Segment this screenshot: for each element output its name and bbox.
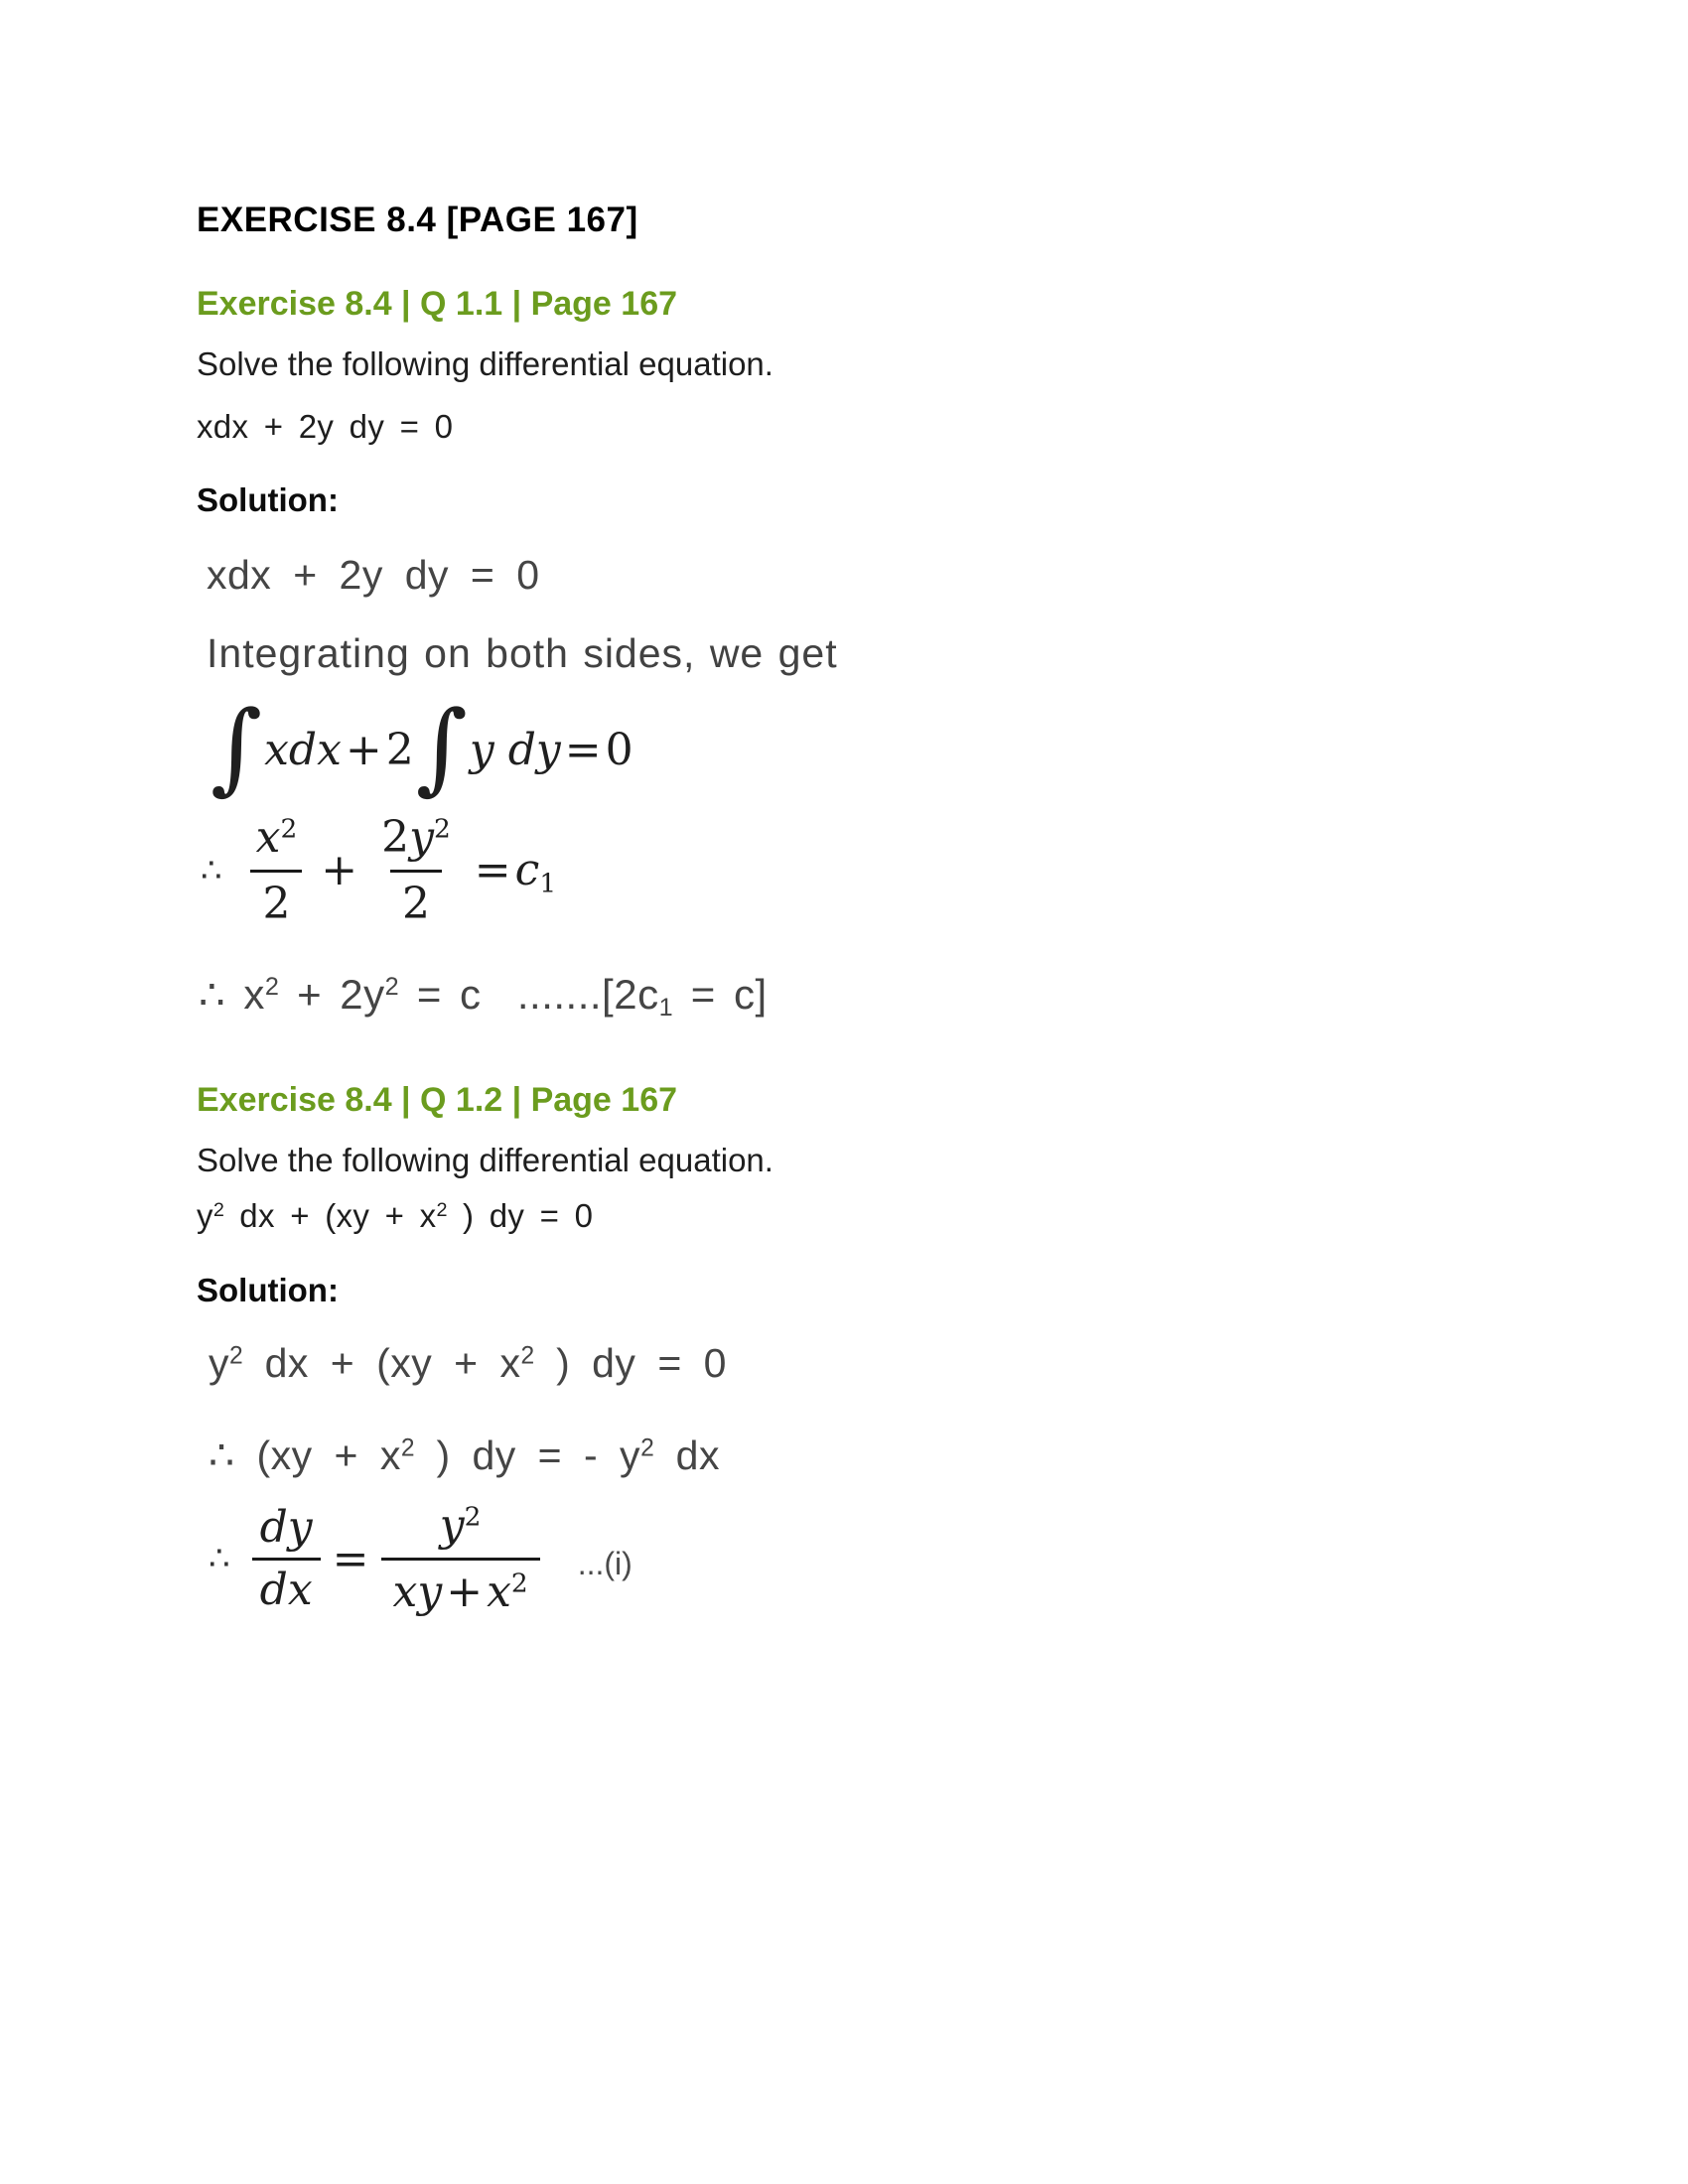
numerator: dy bbox=[259, 1502, 313, 1554]
superscript: 2 bbox=[229, 1342, 243, 1370]
math-term: xy bbox=[392, 1567, 443, 1618]
subscript: 1 bbox=[539, 868, 557, 899]
math-term: x bbox=[487, 1567, 511, 1618]
denominator: 2 bbox=[250, 870, 302, 926]
superscript: 2 bbox=[436, 1198, 448, 1221]
equation-number-label: ...(i) bbox=[577, 1546, 633, 1582]
question-1-2-equation bbox=[197, 1195, 1628, 1236]
fraction bbox=[369, 811, 463, 929]
math-text: y bbox=[209, 1339, 229, 1386]
equals-operator: = bbox=[474, 845, 511, 896]
math-term: y dy bbox=[469, 725, 561, 776]
math-term: y bbox=[409, 811, 434, 863]
solution-step-rearranged-equation bbox=[209, 1432, 1628, 1480]
superscript: 2 bbox=[510, 1568, 528, 1599]
math-term: xdx bbox=[264, 725, 342, 776]
math-text: ∴ (xy + x bbox=[209, 1433, 401, 1479]
solution-step-restate-equation bbox=[209, 1339, 1628, 1388]
superscript: 2 bbox=[400, 1434, 415, 1462]
math-text: y bbox=[197, 1196, 213, 1234]
superscript: 2 bbox=[384, 973, 399, 1002]
question-1-1-equation: xdx + 2y dy = 0 bbox=[197, 408, 454, 446]
fraction-equation bbox=[201, 811, 1628, 929]
integral-symbol: ∫ bbox=[211, 688, 263, 805]
superscript: 2 bbox=[212, 1198, 224, 1221]
math-text: ∴ x bbox=[199, 970, 265, 1018]
math-text: = c] bbox=[672, 970, 768, 1018]
integral-equation bbox=[209, 688, 1628, 805]
result-equation bbox=[199, 970, 1628, 1023]
superscript: 2 bbox=[264, 973, 279, 1002]
therefore-symbol: ∴ bbox=[209, 1539, 230, 1579]
math-term: x bbox=[255, 811, 281, 863]
solution-step-note: Integrating on both sides, we get bbox=[207, 629, 838, 676]
math-text: dx + (xy + x bbox=[223, 1196, 437, 1234]
superscript: 2 bbox=[280, 813, 298, 845]
denominator: 2 bbox=[390, 870, 442, 926]
question-1-1-section bbox=[197, 285, 1628, 1023]
math-coefficient: 2 bbox=[385, 725, 414, 776]
question-1-1-heading: Exercise 8.4 | Q 1.1 | Page 167 bbox=[197, 285, 678, 323]
numerator bbox=[244, 811, 310, 870]
superscript: 2 bbox=[434, 813, 451, 845]
fraction bbox=[252, 1502, 321, 1616]
math-term: 0 bbox=[605, 725, 633, 776]
fraction bbox=[381, 1500, 540, 1618]
plus-operator: + bbox=[446, 1567, 484, 1618]
superscript: 2 bbox=[640, 1434, 654, 1462]
equals-operator: = bbox=[564, 725, 602, 776]
plus-operator: + bbox=[321, 845, 358, 896]
math-text: xdx + 2y dy = 0 bbox=[207, 551, 540, 598]
plus-operator: + bbox=[345, 725, 382, 776]
math-text: ) dy = 0 bbox=[534, 1339, 727, 1386]
math-text: dx + (xy + x bbox=[242, 1339, 521, 1386]
integral-symbol: ∫ bbox=[415, 688, 468, 805]
page-title: EXERCISE 8.4 [PAGE 167] bbox=[197, 201, 638, 239]
question-1-2-section bbox=[197, 1081, 1628, 1618]
math-term: y bbox=[439, 1500, 465, 1552]
math-term: c bbox=[514, 845, 540, 896]
math-text: ) dy = 0 bbox=[447, 1196, 594, 1234]
superscript: 2 bbox=[464, 1501, 482, 1533]
subscript: 1 bbox=[658, 994, 673, 1023]
derivative-equation bbox=[209, 1500, 1628, 1618]
question-1-2-heading: Exercise 8.4 | Q 1.2 | Page 167 bbox=[197, 1081, 678, 1120]
constant-term bbox=[514, 845, 557, 899]
numerator bbox=[369, 811, 463, 870]
equals-operator: = bbox=[332, 1533, 369, 1584]
math-text: dx bbox=[653, 1433, 720, 1479]
question-1-1-prompt: Solve the following differential equation. bbox=[197, 345, 774, 383]
solution-step-restate-equation bbox=[207, 551, 1628, 600]
fraction bbox=[244, 811, 310, 929]
math-text: + 2y bbox=[278, 970, 385, 1018]
solution-label: Solution: bbox=[197, 1271, 339, 1308]
math-text: ) dy = - y bbox=[414, 1433, 641, 1479]
math-coefficient: 2 bbox=[381, 811, 410, 863]
therefore-symbol: ∴ bbox=[201, 850, 222, 890]
question-1-2-prompt: Solve the following differential equation. bbox=[197, 1142, 774, 1179]
denominator bbox=[381, 1558, 540, 1618]
solution-label: Solution: bbox=[197, 480, 339, 518]
numerator bbox=[428, 1500, 493, 1558]
superscript: 2 bbox=[520, 1342, 535, 1370]
denominator: dx bbox=[252, 1558, 321, 1612]
math-text: = c .......[2c bbox=[398, 970, 659, 1018]
